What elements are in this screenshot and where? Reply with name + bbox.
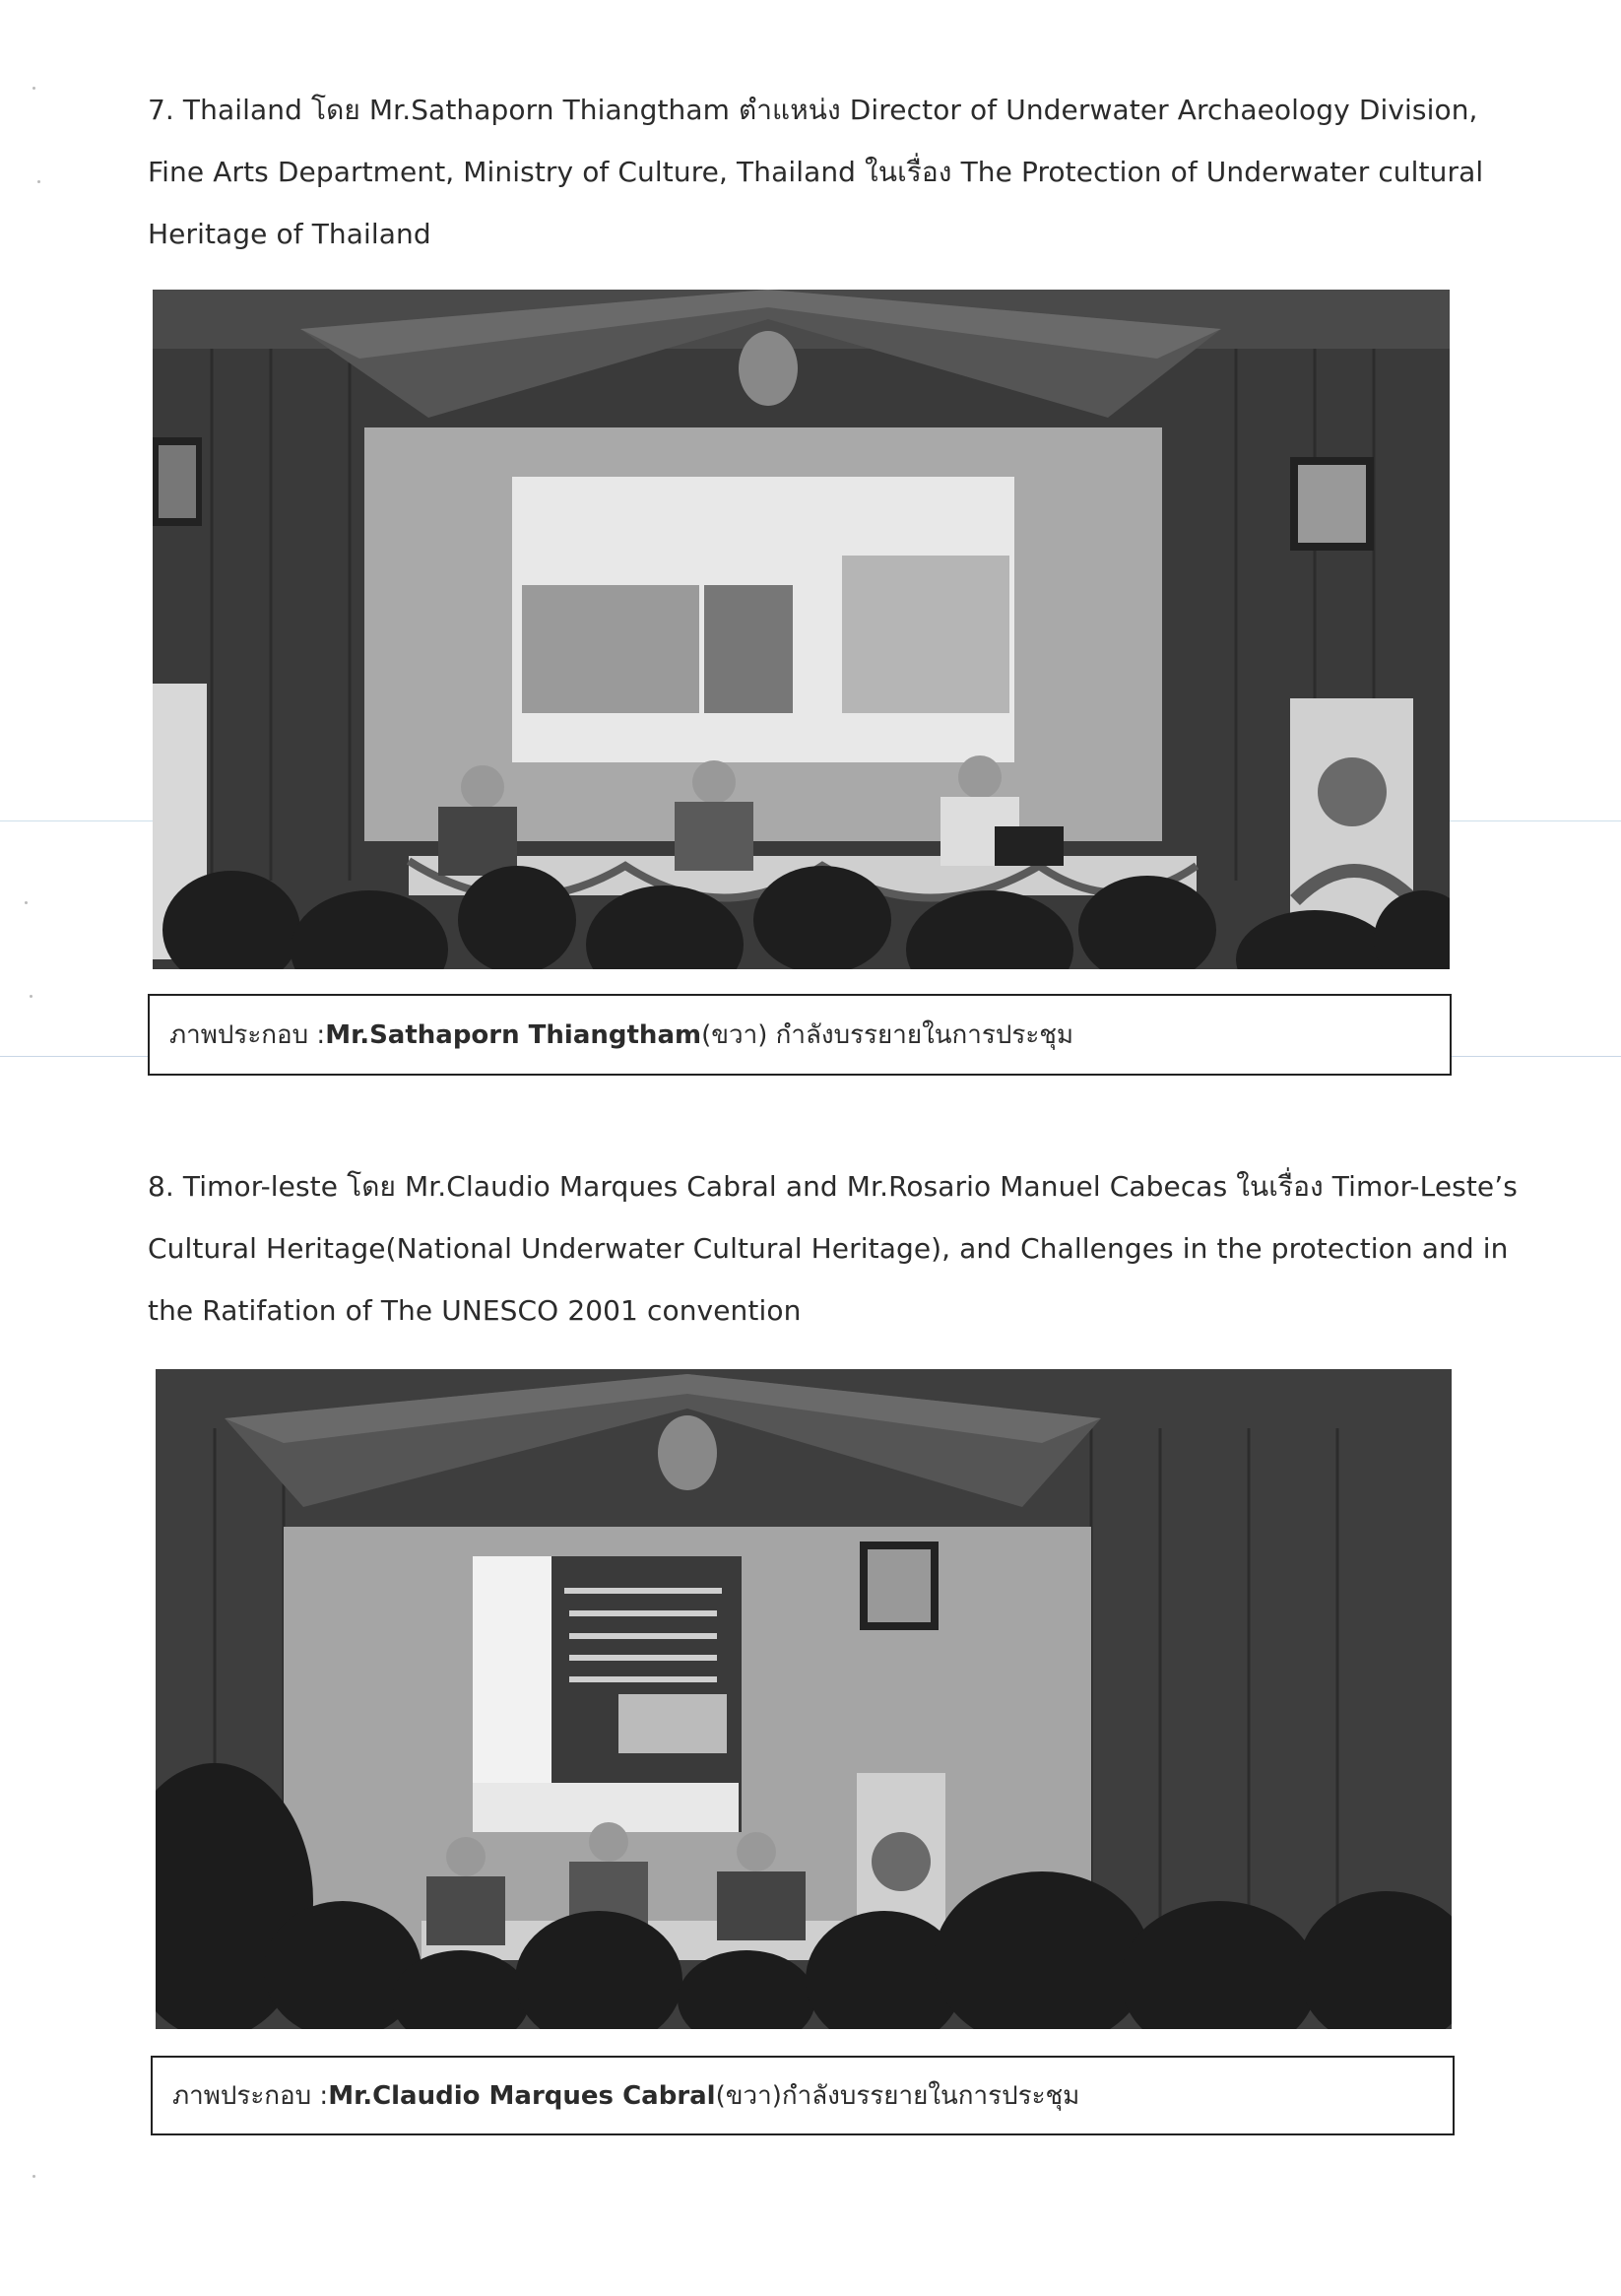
figure-caption-2 (151, 2056, 1455, 2135)
photo-illustration (153, 290, 1450, 969)
section-8-paragraph (148, 1155, 1518, 1342)
section-8-line: Cultural Heritage(National Underwater Cultural Heritage), and Challenges in the protection and in (148, 1232, 1509, 1265)
caption-prefix: ภาพประกอบ : (169, 1020, 326, 1050)
caption-speaker-name: Mr.Claudio Marques Cabral (328, 2080, 716, 2111)
scan-speck (37, 180, 40, 183)
scan-speck (30, 995, 32, 998)
conference-photo-timor-leste (156, 1369, 1452, 2029)
conference-photo-thailand (153, 290, 1450, 969)
scan-speck (32, 2175, 35, 2178)
section-7-line: Fine Arts Department, Ministry of Culture, Thailand ในเรื่อง The Protection of Underwater cultural (148, 156, 1484, 188)
section-8-line: the Ratifation of The UNESCO 2001 convention (148, 1294, 802, 1327)
section-8-line: 8. Timor-leste โดย Mr.Claudio Marques Cabral and Mr.Rosario Manuel Cabecas ในเรื่อง Timor-Leste’s (148, 1170, 1518, 1203)
scan-speck (32, 87, 35, 90)
section-7-paragraph (148, 79, 1487, 265)
caption-suffix: (ขวา)กำลังบรรยายในการประชุม (715, 2081, 1080, 2111)
caption-speaker-name: Mr.Sathaporn Thiangtham (325, 1019, 702, 1050)
caption-suffix: (ขวา) กำลังบรรยายในการประชุม (701, 1020, 1074, 1050)
section-7-line: 7. Thailand โดย Mr.Sathaporn Thiangtham ตำแหน่ง Director of Underwater Archaeology Division, (148, 94, 1478, 126)
photo-illustration (156, 1369, 1452, 2029)
caption-prefix: ภาพประกอบ : (172, 2081, 329, 2111)
scan-speck (25, 901, 28, 904)
section-7-line: Heritage of Thailand (148, 218, 431, 250)
figure-caption-1 (148, 994, 1452, 1076)
